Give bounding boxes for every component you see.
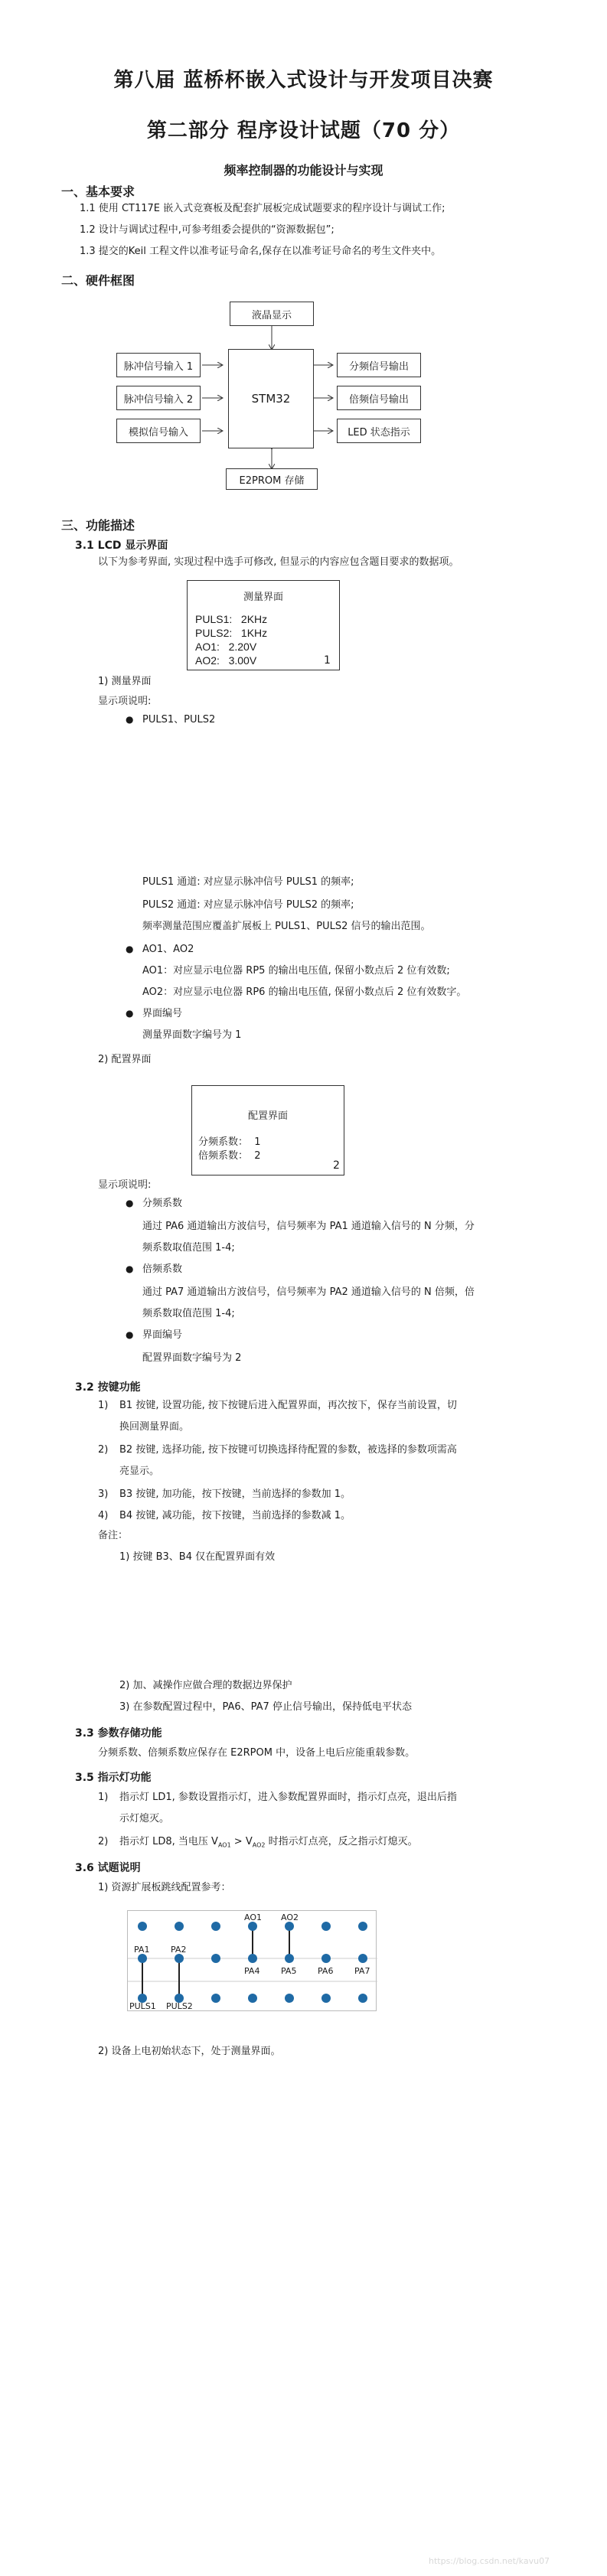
key-item-1-line-2: 换回测量界面。 (119, 1421, 190, 1433)
div-desc-line-2: 频系数取值范围 1-4; (142, 1242, 235, 1254)
bullet-dot: ● (126, 944, 134, 954)
key-item-4-text: B4 按键, 减功能，按下按键，当前选择的参数减 1。 (119, 1510, 351, 1521)
note-3: 3) 在参数配置过程中，PA6、PA7 停止信号输出，保持低电平状态 (119, 1701, 412, 1713)
led-status-block: LED 状态指示 (337, 419, 421, 443)
initial-state-note: 2) 设备上电初始状态下，处于测量界面。 (98, 2046, 281, 2057)
led-item-2-num: 2) (98, 1836, 109, 1847)
stm32-block: STM32 (228, 349, 314, 448)
measure-screen-title: 测量界面 (243, 592, 283, 603)
led-item-2-text (119, 1834, 418, 1854)
led-section-heading: 3.5 指示灯功能 (75, 1772, 152, 1784)
config-line-div: 分频系数： 1 (198, 1136, 261, 1148)
bullet-dot: ● (126, 1264, 134, 1274)
lcd-section-heading: 3.1 LCD 显示界面 (75, 540, 168, 552)
bullet-dot: ● (126, 1329, 134, 1340)
key-item-1-line-1: B1 按键, 设置功能, 按下按键后进入配置界面，再次按下，保存当前设置，切 (119, 1400, 457, 1411)
config-page-desc: 配置界面数字编号为 2 (142, 1352, 242, 1364)
bullet-page-number-2: 界面编号 (142, 1329, 183, 1341)
div-desc-line-1: 通过 PA6 通道输出方波信号，信号频率为 PA1 通道输入信号的 N 分频，分 (142, 1221, 475, 1232)
puls2-desc: PULS2 通道: 对应显示脉冲信号 PULS2 的频率; (142, 899, 354, 911)
led-item-1-line-1: 指示灯 LD1, 参数设置指示灯，进入参数配置界面时，指示灯点亮，退出后指 (119, 1792, 457, 1803)
mul-desc-line-1: 通过 PA7 通道输出方波信号，信号频率为 PA2 通道输入信号的 N 倍频，倍 (142, 1286, 475, 1298)
section-3-heading: 三、功能描述 (61, 518, 135, 533)
document-subtitle: 频率控制器的功能设计与实现 (224, 163, 383, 178)
led-item-1-num: 1) (98, 1792, 109, 1803)
label-puls2: PULS2 (166, 2001, 193, 2011)
analog-input-block: 模拟信号输入 (116, 419, 201, 443)
key-item-2-line-1: B2 按键, 选择功能, 按下按键可切换选择待配置的参数，被选择的参数项需高 (119, 1444, 457, 1456)
config-line-mul: 倍频系数： 2 (198, 1150, 261, 1162)
label-ao2: AO2 (281, 1912, 299, 1922)
section-1-heading: 一、基本要求 (61, 184, 135, 199)
bullet-page-number: 界面编号 (142, 1008, 183, 1019)
req-item-1: 1.1 使用 CT117E 嵌入式竞赛板及配套扩展板完成试题要求的程序设计与调试工作; (80, 203, 445, 214)
key-item-4-num: 4) (98, 1510, 109, 1521)
key-item-2-line-2: 亮显示。 (119, 1466, 160, 1477)
key-item-2-num: 2) (98, 1444, 109, 1456)
led-item-2-part-3: 时指示灯点亮，反之指示灯熄灭。 (265, 1836, 418, 1847)
measure-screen-label: 1) 测量界面 (98, 676, 152, 687)
config-page-number: 2 (333, 1159, 340, 1172)
pulse-input-1-block: 脉冲信号输入 1 (116, 353, 201, 377)
measure-line-ao2: AO2: 3.00V (195, 654, 257, 667)
bullet-puls: PULS1、PULS2 (142, 714, 216, 726)
label-pa7: PA7 (354, 1966, 370, 1976)
label-pa6: PA6 (318, 1966, 334, 1976)
bullet-ao: AO1、AO2 (142, 944, 194, 955)
eeprom-block: E2PROM 存储 (226, 468, 318, 490)
notes-section-heading: 3.6 试题说明 (75, 1862, 141, 1874)
display-items-label-2: 显示项说明: (98, 1179, 152, 1191)
req-item-2: 1.2 设计与调试过程中,可参考组委会提供的“资源数据包”; (80, 224, 335, 236)
hardware-block-diagram (115, 298, 421, 490)
measure-line-puls1: PULS1: 2KHz (195, 613, 268, 625)
storage-text: 分频系数、倍频系数应保存在 E2RPOM 中，设备上电后应能重载参数。 (98, 1747, 416, 1759)
key-item-3-text: B3 按键, 加功能，按下按键，当前选择的参数加 1。 (119, 1489, 351, 1500)
label-pa2: PA2 (171, 1945, 187, 1955)
part-title: 第二部分 程序设计试题（70 分） (146, 119, 461, 142)
jumper-config-label: 1) 资源扩展板跳线配置参考： (98, 1882, 231, 1893)
config-screen-title: 配置界面 (247, 1110, 288, 1122)
label-pa5: PA5 (281, 1966, 297, 1976)
pulse-input-2-block: 脉冲信号输入 2 (116, 386, 201, 410)
storage-section-heading: 3.3 参数存储功能 (75, 1727, 162, 1740)
note-label: 备注： (98, 1530, 129, 1541)
led-item-2-sub-2: AO2 (252, 1841, 266, 1849)
bullet-dot: ● (126, 714, 134, 725)
jumper-grid (128, 1911, 377, 2012)
ao2-desc: AO2：对应显示电位器 RP6 的输出电压值, 保留小数点后 2 位有效数字。 (142, 986, 467, 998)
measure-line-ao1: AO1: 2.20V (195, 641, 257, 653)
led-item-2-part-1: 指示灯 LD8, 当电压 V (119, 1836, 218, 1847)
bullet-dot: ● (126, 1008, 134, 1019)
watermark: https://blog.csdn.net/kavu07 (429, 2556, 550, 2566)
note-2: 2) 加、减操作应做合理的数据边界保护 (119, 1680, 292, 1691)
lcd-intro: 以下为参考界面, 实现过程中选手可修改, 但显示的内容应包含题目要求的数据项。 (98, 556, 459, 568)
bullet-dot: ● (126, 1198, 134, 1208)
key-section-heading: 3.2 按键功能 (75, 1381, 141, 1394)
led-item-1-line-2: 示灯熄灭。 (119, 1813, 170, 1824)
measure-page-number: 1 (324, 654, 331, 667)
label-puls1: PULS1 (129, 2001, 156, 2011)
divided-output-block: 分频信号输出 (337, 353, 421, 377)
lcd-block: 液晶显示 (230, 302, 314, 326)
display-items-label: 显示项说明: (98, 696, 152, 707)
led-item-2-sub-1: AO1 (217, 1841, 231, 1849)
key-item-1-num: 1) (98, 1400, 109, 1411)
note-1: 1) 按键 B3、B4 仅在配置界面有效 (119, 1551, 276, 1563)
label-pa1: PA1 (134, 1945, 150, 1955)
measure-screen-mockup (187, 580, 340, 670)
document-title: 第八届 蓝桥杯嵌入式设计与开发项目决赛 (113, 69, 494, 92)
freq-range-desc: 频率测量范围应覆盖扩展板上 PULS1、PULS2 信号的输出范围。 (142, 921, 431, 932)
section-2-heading: 二、硬件框图 (61, 273, 135, 288)
label-pa4: PA4 (244, 1966, 260, 1976)
key-item-3-num: 3) (98, 1489, 109, 1500)
label-ao1: AO1 (244, 1912, 262, 1922)
bullet-mul-factor: 倍频系数 (142, 1264, 183, 1275)
req-item-3: 1.3 提交的Keil 工程文件以准考证号命名,保存在以准考证号命名的考生文件夹中。 (80, 246, 442, 257)
config-screen-label: 2) 配置界面 (98, 1054, 152, 1065)
measure-line-puls2: PULS2: 1KHz (195, 627, 268, 639)
multiplied-output-block: 倍频信号输出 (337, 386, 421, 410)
mul-desc-line-2: 频系数取值范围 1-4; (142, 1308, 235, 1319)
led-item-2-part-2: > V (230, 1836, 253, 1847)
ao1-desc: AO1：对应显示电位器 RP5 的输出电压值, 保留小数点后 2 位有效数; (142, 965, 450, 977)
config-screen-mockup (191, 1085, 344, 1176)
bullet-div-factor: 分频系数 (142, 1198, 183, 1209)
jumper-config-diagram (127, 1910, 377, 2011)
puls1-desc: PULS1 通道: 对应显示脉冲信号 PULS1 的频率; (142, 876, 354, 888)
measure-page-desc: 测量界面数字编号为 1 (142, 1029, 242, 1041)
